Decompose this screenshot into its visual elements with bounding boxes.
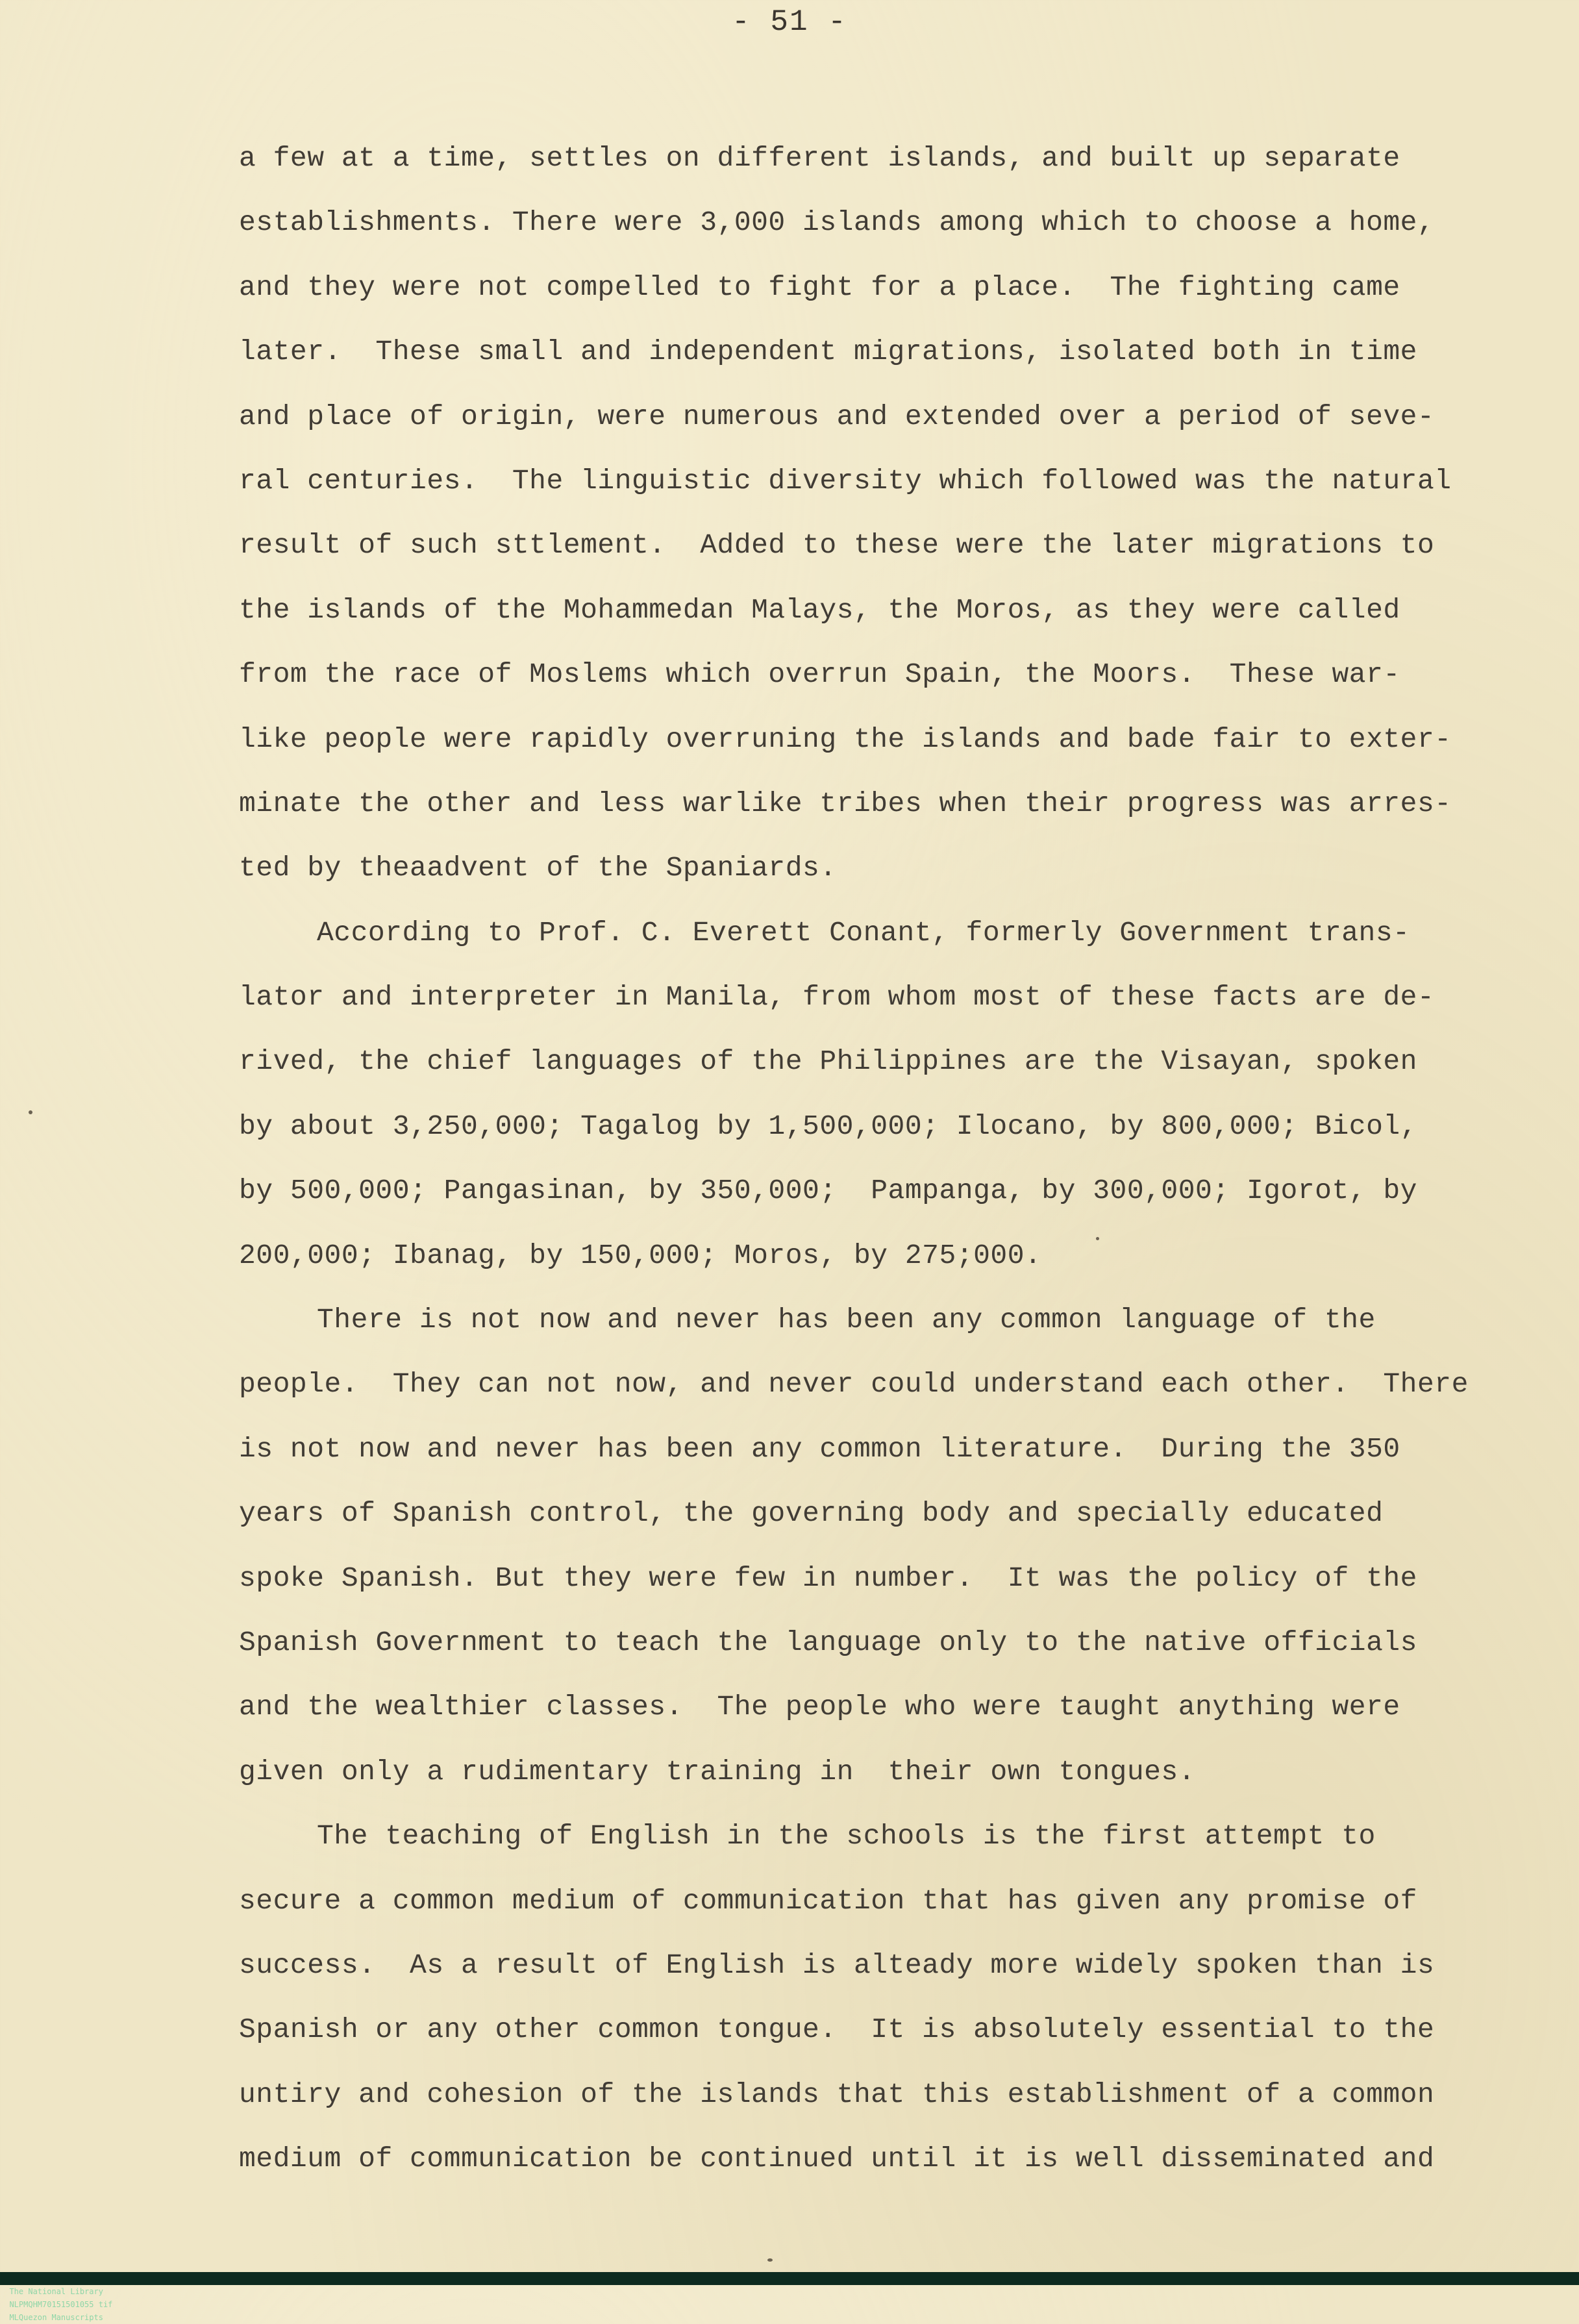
typescript-body xyxy=(239,126,1469,2192)
paragraph-start-line: According to Prof. C. Everett Conant, formerly Government trans- xyxy=(317,916,1410,949)
text-line: success. As a result of English is alteady more widely spoken than is xyxy=(239,1949,1435,1981)
text-line: medium of communication be continued until it is well disseminated and xyxy=(239,2143,1435,2175)
text-line: establishments. There were 3,000 islands among which to choose a home, xyxy=(239,206,1435,239)
text-line: untiry and cohesion of the islands that this establishment of a common xyxy=(239,2078,1435,2110)
footer-collection: MLQuezon Manuscripts xyxy=(9,2313,103,2322)
text-line: rived, the chief languages of the Philippines are the Visayan, spoken xyxy=(239,1045,1417,1078)
text-line: Spanish Government to teach the language only to the native officials xyxy=(239,1626,1417,1658)
page-number: - 51 - xyxy=(732,5,847,39)
text-line: the islands of the Mohammedan Malays, the Moros, as they were called xyxy=(239,593,1400,626)
text-line: secure a common medium of communication that has given any promise of xyxy=(239,1884,1417,1917)
text-line: spoke Spanish. But they were few in number. It was the policy of the xyxy=(239,1562,1417,1594)
text-line: lator and interpreter in Manila, from whom most of these facts are de- xyxy=(239,981,1435,1014)
text-line: is not now and never has been any common literature. During the 350 xyxy=(239,1432,1400,1465)
paper-speck xyxy=(29,1110,32,1114)
text-line: minate the other and less warlike tribes when their progress was arres- xyxy=(239,787,1452,819)
archive-footer xyxy=(0,2272,1579,2322)
paragraph-start-line: The teaching of English in the schools is the first attempt to xyxy=(317,1820,1376,1853)
text-line: given only a rudimentary training in their own tongues. xyxy=(239,1755,1196,1788)
footer-file-id: NLPMQHM70151501055 tif xyxy=(9,2300,113,2309)
text-line: from the race of Moslems which overrun Spain, the Moors. These war- xyxy=(239,658,1400,691)
text-line: ral centuries. The linguistic diversity which followed was the natural xyxy=(239,464,1452,497)
text-line: ted by theaadvent of the Spaniards. xyxy=(239,852,837,884)
text-line: later. These small and independent migrations, isolated both in time xyxy=(239,336,1417,368)
text-line: Spanish or any other common tongue. It is absolutely essential to the xyxy=(239,2014,1435,2046)
text-line: by about 3,250,000; Tagalog by 1,500,000; Ilocano, by 800,000; Bicol, xyxy=(239,1110,1417,1142)
text-line: people. They can not now, and never could understand each other. There xyxy=(239,1368,1469,1401)
text-line: and place of origin, were numerous and extended over a period of seve- xyxy=(239,400,1435,432)
text-line: by 500,000; Pangasinan, by 350,000; Pampanga, by 300,000; Igorot, by xyxy=(239,1175,1417,1207)
paragraph-start-line: There is not now and never has been any common language of the xyxy=(317,1304,1376,1336)
text-line: and they were not compelled to fight for a place. The fighting came xyxy=(239,271,1400,303)
paper-speck xyxy=(767,2258,773,2262)
text-line: years of Spanish control, the governing body and specially educated xyxy=(239,1497,1384,1530)
text-line: and the wealthier classes. The people who were taught anything were xyxy=(239,1691,1400,1723)
text-line: 200,000; Ibanag, by 150,000; Moros, by 275;000. xyxy=(239,1239,1042,1271)
footer-library: The National Library xyxy=(9,2287,103,2296)
text-line: like people were rapidly overruning the islands and bade fair to exter- xyxy=(239,723,1452,755)
text-line: a few at a time, settles on different islands, and built up separate xyxy=(239,142,1400,174)
text-line: result of such sttlement. Added to these were the later migrations to xyxy=(239,529,1435,562)
paper-speck xyxy=(1096,1237,1099,1240)
